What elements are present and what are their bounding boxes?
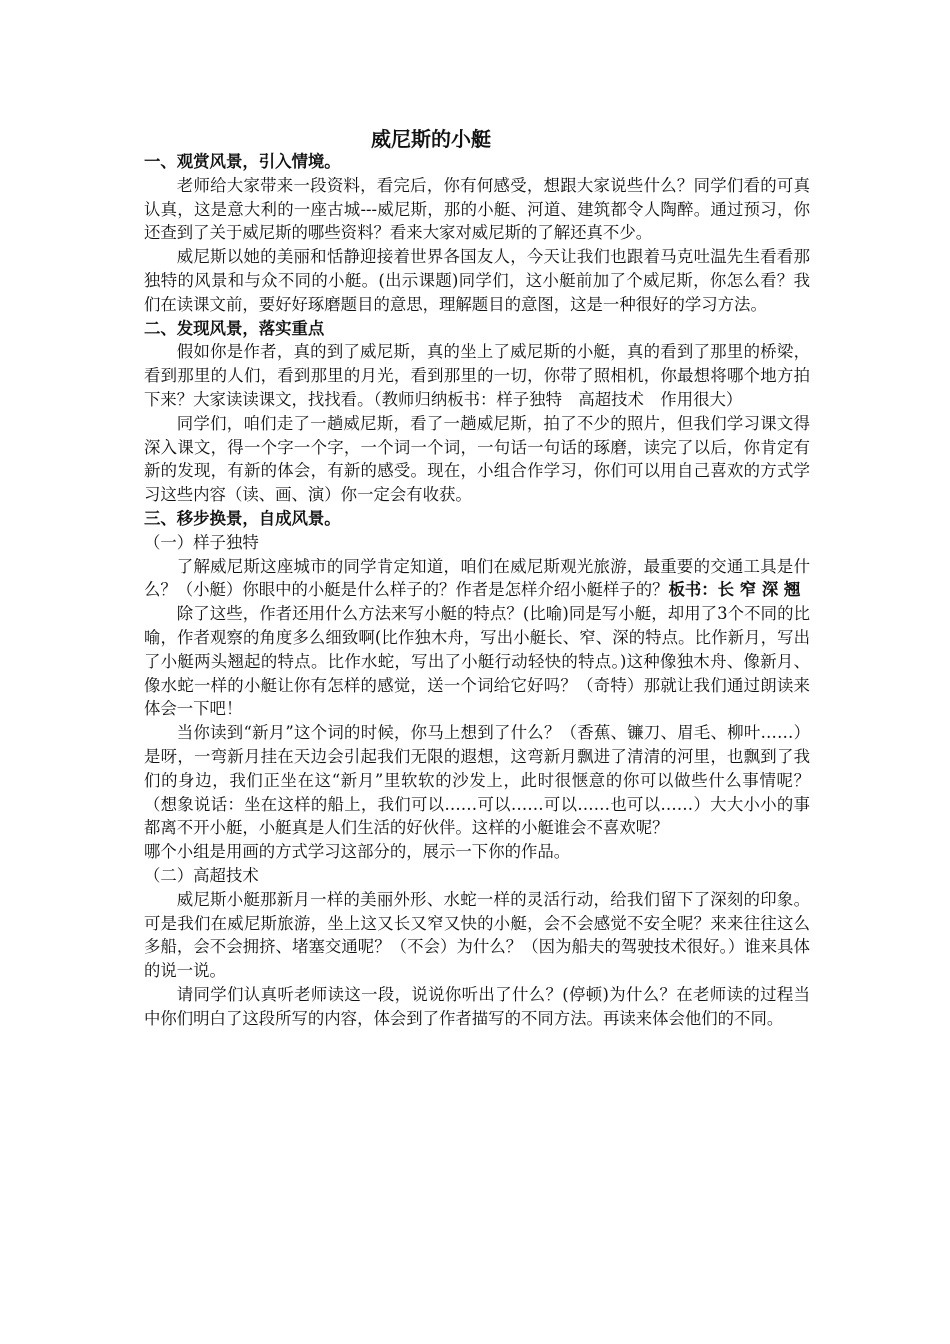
paragraph (144, 555, 810, 603)
paragraph: 威尼斯以她的美丽和恬静迎接着世界各国友人，今天让我们也跟着马克吐温先生看看那独特的风景和与众不同的小艇。(出示课题)同学们，这小艇前加了个威尼斯，你怎么看？我们在读课文前，要好好琢磨题目的意思，理解题目的意图，这是一种很好的学习方法。 (144, 247, 810, 314)
paragraph: 威尼斯小艇那新月一样的美丽外形、水蛇一样的灵活行动，给我们留下了深刻的印象。可是我们在威尼斯旅游，坐上这又长又窄又快的小艇，会不会感觉不安全呢？来来往往这么多船，会不会拥挤、堵塞交通呢？（不会）为什么？（因为船夫的驾驶技术很好。）谁来具体的说一说。 (144, 889, 810, 981)
subsection-heading-1: （一）样子独特 (144, 532, 259, 552)
subsection-heading-2: （二）高超技术 (144, 865, 259, 885)
paragraph: 除了这些，作者还用什么方法来写小艇的特点？(比喻)同是写小艇，却用了3个不同的比喻，作者观察的角度多么细致啊(比作独木舟，写出小艇长、窄、深的特点。比作新月，写出了小艇两头翘起的特点。比作水蛇，写出了小艇行动轻快的特点。)这种像独木舟、像新月、像水蛇一样的小艇让你有怎样的感觉，送一个词给它好吗？（奇特）那就让我们通过朗读来体会一下吧！ (144, 604, 810, 719)
paragraph: 请同学们认真听老师读这一段，说说你听出了什么？(停顿)为什么？在老师读的过程当中你们明白了这段所写的内容，体会到了作者描写的不同方法。再读来体会他们的不同。 (144, 984, 810, 1028)
blackboard-note: 板书：长 窄 深 翘 (668, 580, 801, 600)
paragraph-text: 了解威尼斯这座城市的同学肯定知道，咱们在威尼斯观光旅游，最重要的交通工具是什么？（小艇）你眼中的小艇是什么样子的？作者是怎样介绍小艇样子的？ (144, 556, 810, 600)
document-title: 威尼斯的小艇 (371, 127, 491, 151)
document-body (144, 150, 810, 1030)
paragraph: 哪个小组是用画的方式学习这部分的，展示一下你的作品。 (144, 842, 571, 862)
section-heading-1: 一、观赏风景，引入情境。 (144, 152, 341, 171)
paragraph: 假如你是作者，真的到了威尼斯，真的坐上了威尼斯的小艇，真的看到了那里的桥梁，看到那里的人们，看到那里的月光，看到那里的一切，你带了照相机，你最想将哪个地方拍下来？大家读读课文，找找看。（教师归纳板书：样子独特 高超技术 作用很大） (144, 342, 810, 409)
section-heading-2: 二、发现风景，落实重点 (144, 318, 325, 338)
paragraph: 当你读到“新月”这个词的时候，你马上想到了什么？（香蕉、镰刀、眉毛、柳叶……）是呀，一弯新月挂在天边会引起我们无限的遐想，这弯新月飘进了清清的河里，也飘到了我们的身边，我们正坐在这“新月”里软软的沙发上，此时很惬意的你可以做些什么事情呢？（想象说话：坐在这样的船上，我们可以……可以……可以……也可以……）大大小小的事都离不开小艇，小艇真是人们生活的好伙伴。这样的小艇谁会不喜欢呢？ (144, 723, 810, 838)
section-heading-3: 三、移步换景，自成风景。 (144, 508, 341, 528)
paragraph: 老师给大家带来一段资料，看完后，你有何感受，想跟大家说些什么？同学们看的可真认真，这是意大利的一座古城---威尼斯，那的小艇、河道、建筑都令人陶醉。通过预习，你还查到了关于威尼斯的哪些资料？看来大家对威尼斯的了解还真不少。 (144, 175, 810, 243)
paragraph: 同学们，咱们走了一趟威尼斯，看了一趟威尼斯，拍了不少的照片，但我们学习课文得深入课文，得一个字一个字，一个词一个词，一句话一句话的琢磨，读完了以后，你肯定有新的发现，有新的体会，有新的感受。现在，小组合作学习，你们可以用自己喜欢的方式学习这些内容（读、画、演）你一定会有收获。 (144, 413, 810, 505)
